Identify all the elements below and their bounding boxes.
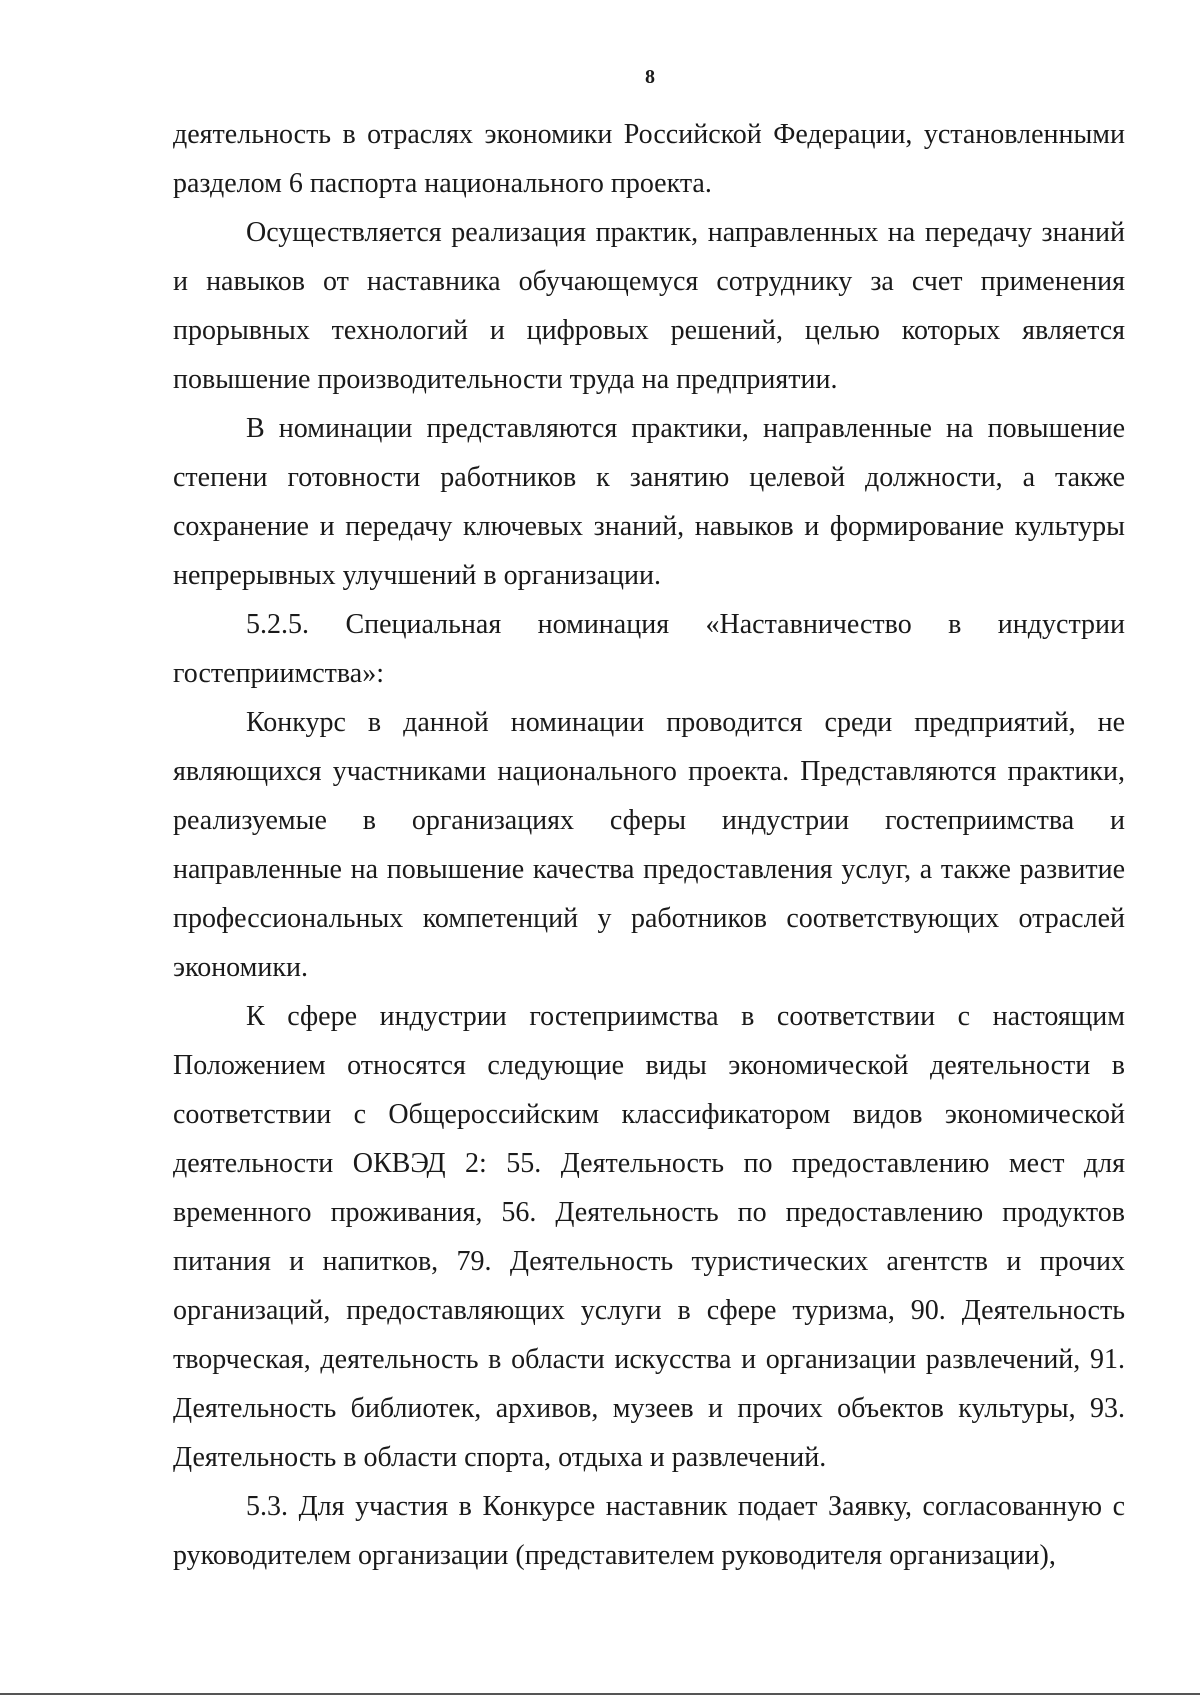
paragraph-5-3-application: 5.3. Для участия в Конкурсе наставник подает Заявку, согласованную с руководителем организации (представителем руководителя организации),	[173, 1491, 1125, 1571]
scan-bottom-edge	[0, 1693, 1200, 1695]
document-body	[173, 110, 1125, 1580]
paragraph-mentoring-practices: Осуществляется реализация практик, направленных на передачу знаний и навыков от наставника обучающемуся сотруднику за счет применения прорывных технологий и цифровых решений, целью которых является повышение производительности труда на предприятии.	[173, 217, 1125, 395]
paragraph-continuation: деятельность в отраслях экономики Российской Федерации, установленными разделом 6 паспорта национального проекта.	[173, 119, 1125, 199]
paragraph-competition-nomination: Конкурс в данной номинации проводится среди предприятий, не являющихся участниками национального проекта. Представляются практики, реализуемые в организациях сферы индустрии гостеприимства и направленные на повышение качества предоставления услуг, а также развитие профессиональных компетенций у работников соответствующих отраслей экономики.	[173, 707, 1125, 983]
page-number: 8	[645, 66, 655, 88]
paragraph-hospitality-okved: К сфере индустрии гостеприимства в соответствии с настоящим Положением относятся следующие виды экономической деятельности в соответствии с Общероссийским классификатором видов экономической деятельности ОКВЭД 2: 55. Деятельность по предоставлению мест для временного проживания, 56. Деятельность по предоставлению продуктов питания и напитков, 79. Деятельность туристических агентств и прочих организаций, предоставляющих услуги в сфере туризма, 90. Деятельность творческая, деятельность в области искусства и организации развлечений, 91. Деятельность библиотек, архивов, музеев и прочих объектов культуры, 93. Деятельность в области спорта, отдыха и развлечений.	[173, 1001, 1125, 1473]
paragraph-nomination-practices: В номинации представляются практики, направленные на повышение степени готовности работников к занятию целевой должности, а также сохранение и передачу ключевых знаний, навыков и формирование культуры непрерывных улучшений в организации.	[173, 413, 1125, 591]
paragraph-heading-5-2-5: 5.2.5. Специальная номинация «Наставничество в индустрии гостеприимства»:	[173, 609, 1125, 689]
